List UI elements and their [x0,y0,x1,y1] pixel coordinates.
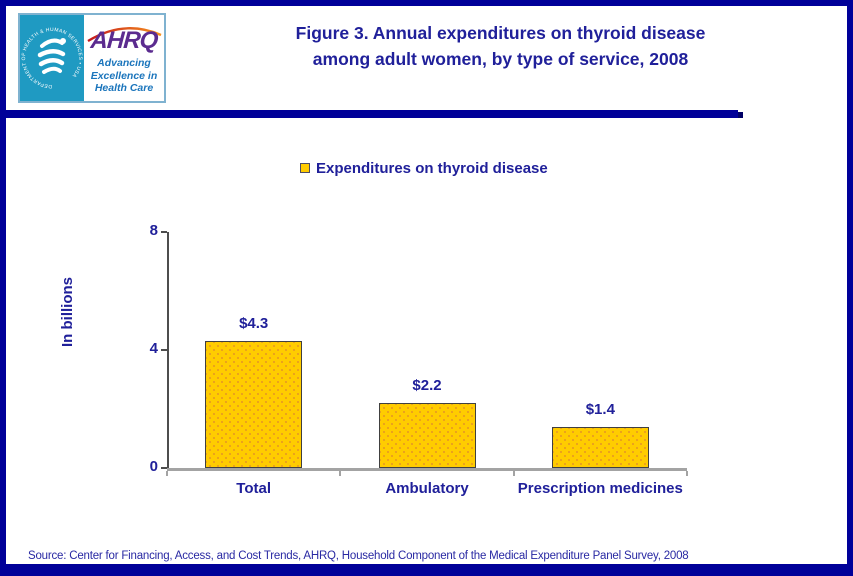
x-category-text: Ambulatory [385,480,469,497]
x-category-label [514,480,687,497]
y-axis-line [167,232,169,470]
x-category-text: Total [236,480,272,497]
baseline [167,468,687,471]
source-note: Source: Center for Financing, Access, and Cost Trends, AHRQ, Household Component of the Medical Expenditure Panel Survey, 2008 [28,550,689,562]
ahrq-abbrev: AHRQ [89,27,159,54]
y-axis-tick [161,231,167,233]
bar-total [205,341,302,468]
bar-value-text: $1.4 [585,400,615,418]
y-tick-label: 4 [149,340,158,357]
bar-value-text: $2.2 [412,377,442,395]
bar-prescription-medicines [552,427,649,468]
bar-value-text: $4.3 [239,315,269,333]
bar-value-label [167,315,340,332]
bottom-accent-bar [6,564,847,570]
x-axis-tick [686,471,688,476]
y-axis-tick [161,349,167,351]
figure-title-line2: among adult women, by type of service, 2008 [312,49,689,69]
tagline-line3: Health Care [94,82,154,94]
y-tick-label: 0 [149,458,158,475]
x-axis-tick [166,471,168,476]
x-category-text: Prescription medicines [517,480,683,497]
bar-value-label [340,377,513,394]
x-axis-tick [339,471,341,476]
tagline-line2: Excellence in [90,69,158,82]
x-category-label [167,480,340,497]
bar-ambulatory [379,403,476,468]
legend-label: Expenditures on thyroid disease [316,159,548,177]
y-tick-label: 8 [149,222,158,239]
tagline-line1: Advancing [97,57,151,69]
x-axis-tick [513,471,515,476]
bar-chart [6,6,847,570]
figure-title-line1: Figure 3. Annual expenditures on thyroid disease [295,23,706,43]
svg-text:DEPARTMENT OF HEALTH & HUMAN S: DEPARTMENT OF HEALTH & HUMAN SERVICES • USA [21,26,84,90]
bar-value-label [514,401,687,418]
x-category-label [340,480,513,497]
y-axis-title: In billions [59,277,76,347]
